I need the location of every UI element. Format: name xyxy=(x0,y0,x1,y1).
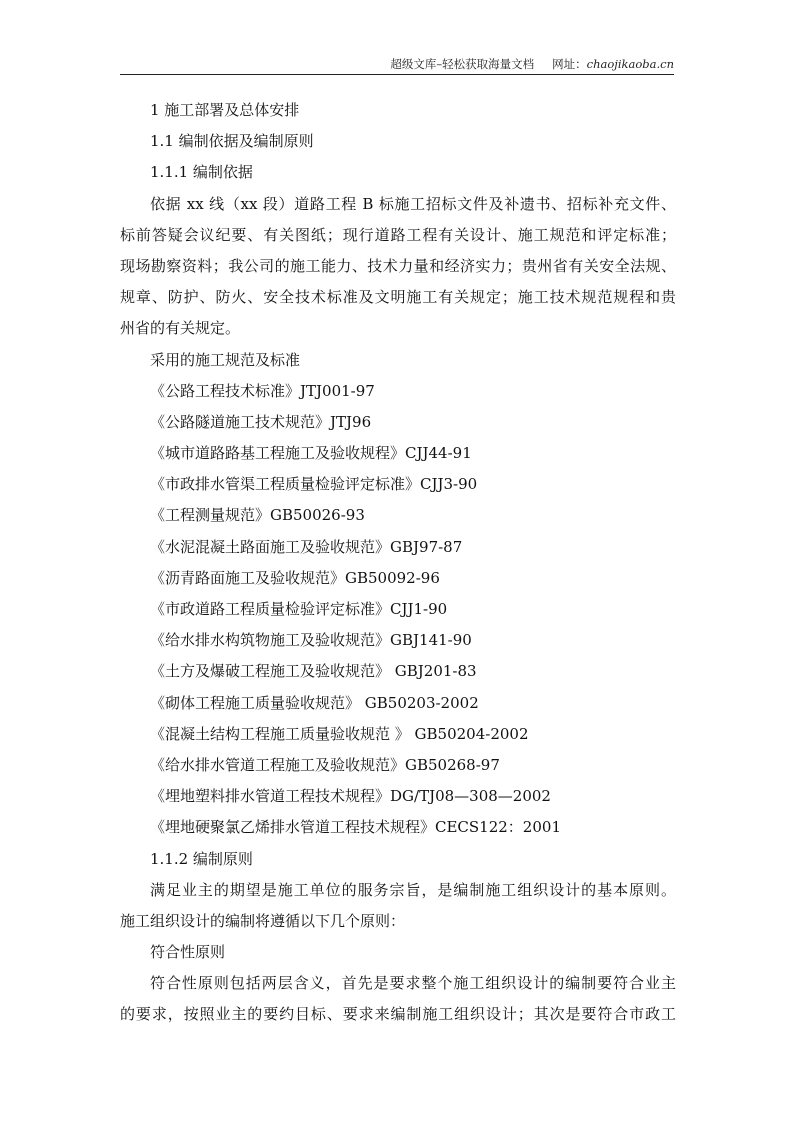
basis-paragraph xyxy=(120,189,676,345)
standard-item: 《公路隧道施工技术规范》JTJ96 xyxy=(150,412,372,431)
standard-item: 《市政道路工程质量检验评定标准》CJJ1-90 xyxy=(150,600,448,618)
standard-item: 《砌体工程施工质量验收规范》 GB50203-2002 xyxy=(150,693,479,712)
standard-item: 《城市道路路基工程施工及验收规程》CJJ44-91 xyxy=(150,444,472,463)
standard-item: 《埋地塑料排水管道工程技术规程》DG/TJ08—308—2002 xyxy=(150,787,551,806)
basis-line: 标前答疑会议纪要、有关图纸；现行道路工程有关设计、施工规范和评定标准； xyxy=(120,225,676,244)
standard-item: 《沥青路面施工及验收规范》GB50092-96 xyxy=(150,568,440,587)
standard-item: 《土方及爆破工程施工及验收规范》 GBJ201-83 xyxy=(150,662,477,681)
standard-item: 《公路工程技术标准》JTJ001-97 xyxy=(150,381,375,400)
standard-item: 《水泥混凝土路面施工及验收规范》GBJ97-87 xyxy=(150,537,463,556)
principle-line: 的要求，按照业主的要约目标、要求来编制施工组织设计；其次是要符合市政工 xyxy=(120,1005,676,1024)
basis-line: 依据 xx 线（xx 段）道路工程 B 标施工招标文件及补遗书、招标补充文件、 xyxy=(150,194,676,213)
basis-line: 现场勘察资料；我公司的施工能力、技术力量和经济实力；贵州省有关安全法规、 xyxy=(120,256,676,275)
principle-paragraph xyxy=(120,968,676,1030)
intro-line: 满足业主的期望是施工单位的服务宗旨，是编制施工组织设计的基本原则。 xyxy=(150,880,676,899)
principle-title: 符合性原则 xyxy=(150,943,226,962)
header-url[interactable]: chaojikaoba.cn xyxy=(586,57,674,71)
standard-item: 《混凝土结构工程施工质量验收规范 》 GB50204-2002 xyxy=(150,724,529,743)
standard-item: 《市政排水管渠工程质量检验评定标准》CJJ3-90 xyxy=(150,475,478,494)
section-1-title: 1 施工部署及总体安排 xyxy=(150,101,300,119)
section-1-1-1-title: 1.1.1 编制依据 xyxy=(150,163,253,182)
standards-title: 采用的施工规范及标准 xyxy=(150,350,301,369)
header-url-label: 网址： xyxy=(552,57,587,71)
page-header xyxy=(120,56,674,74)
standard-item: 《埋地硬聚氯乙烯排水管道工程技术规程》CECS122：2001 xyxy=(150,818,561,837)
document-body xyxy=(120,95,676,1031)
standard-item: 《给水排水构筑物施工及验收规范》GBJ141-90 xyxy=(150,631,472,650)
standard-item: 《给水排水管道工程施工及验收规范》GB50268-97 xyxy=(150,755,500,774)
basis-line: 规章、防护、防火、安全技术标准及文明施工有关规定；施工技术规范规程和贵 xyxy=(120,288,676,307)
section-1-1-title: 1.1 编制依据及编制原则 xyxy=(150,132,314,151)
header-site-name: 超级文库–轻松获取海量文档 xyxy=(390,57,535,71)
section-1-1-2-title: 1.1.2 编制原则 xyxy=(150,849,253,868)
principle-line: 符合性原则包括两层含义，首先是要求整个施工组织设计的编制要符合业主 xyxy=(150,974,676,993)
basis-line: 州省的有关规定。 xyxy=(120,319,241,338)
header-divider xyxy=(120,74,674,75)
intro-line: 施工组织设计的编制将遵循以下几个原则： xyxy=(120,911,406,930)
standards-list xyxy=(120,376,676,844)
intro-paragraph xyxy=(120,875,676,937)
standard-item: 《工程测量规范》GB50026-93 xyxy=(150,506,365,525)
